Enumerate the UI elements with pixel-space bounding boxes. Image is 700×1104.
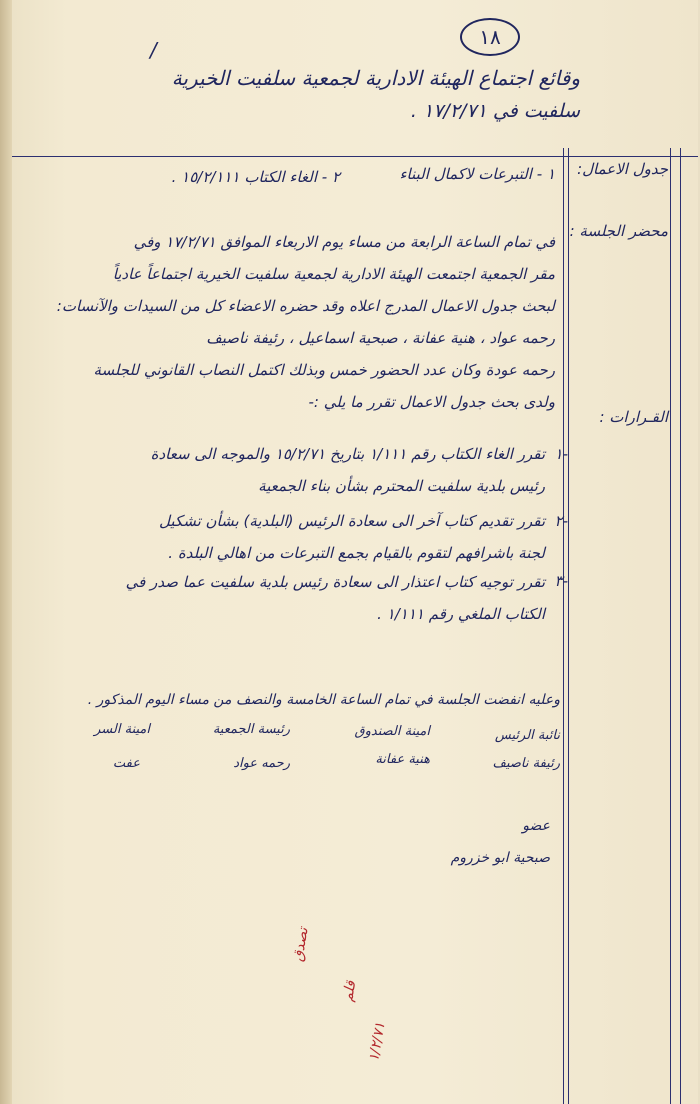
margin-rule-1 [563, 148, 564, 1104]
signature-name: هنية عفانة [375, 752, 430, 767]
agenda-label: جدول الاعمال: [577, 160, 668, 178]
notebook-spine [0, 0, 12, 1104]
decision-1 [40, 438, 545, 502]
decision-number: -٢ [554, 512, 568, 530]
minutes-label: محضر الجلسة : [569, 222, 668, 240]
agenda-item-1: ١ - التبرعات لاكمال البناء [399, 165, 555, 183]
decision-3 [40, 566, 545, 630]
minutes-title: وقائع اجتماع الهيئة الادارية لجمعية سلفيت الخيرية [171, 66, 580, 90]
minutes-line: رحمه عودة وكان عدد الحضور خمس وبذلك اكتمل النصاب القانوني للجلسة [93, 361, 555, 379]
margin-rule-2 [568, 148, 569, 1104]
member-title: عضو [522, 818, 550, 834]
page-number: ١٨ [460, 18, 520, 56]
decision-line: رئيس بلدية سلفيت المحترم بشأن بناء الجمعية [258, 477, 545, 495]
decision-number: -٣ [554, 572, 568, 590]
minutes-line: ولدى بحث جدول الاعمال تقرر ما يلي :- [308, 393, 555, 411]
decision-line: تقرر توجيه كتاب اعتذار الى سعادة رئيس بلدية سلفيت عما صدر في [125, 573, 545, 591]
decision-line: لجنة باشرافهم لتقوم بالقيام بجمع التبرعات من اهالي البلدة . [168, 544, 545, 562]
agenda-item-2: ٢ - الغاء الكتاب ١٥/٢/١١١ . [171, 168, 340, 186]
minutes-line: لبحث جدول الاعمال المدرج اعلاه وقد حضره الاعضاء كل من السيدات والآنسات: [56, 297, 555, 315]
signature-role: نائبة الرئيس [494, 728, 560, 743]
decision-line: تقرر الغاء الكتاب رقم ١/١١١ بتاريخ ١٥/٢/٧١ والموجه الى سعادة [150, 445, 545, 463]
decisions-label: القـرارات : [599, 408, 668, 426]
signature-name: عفت [112, 756, 140, 771]
minutes-body [20, 226, 555, 418]
header-rule [12, 156, 698, 157]
signature-role: امينة الصندوق [354, 724, 430, 739]
red-annotation-line: قلم [340, 979, 360, 1003]
red-annotation-date: ١/٢/٧١ [366, 1021, 389, 1063]
tick-mark: / [150, 38, 157, 62]
margin-rule-4 [680, 148, 681, 1104]
decision-line: تقرر تقديم كتاب آخر الى سعادة الرئيس (البلدية) بشأن تشكيل [159, 512, 545, 530]
minutes-line: في تمام الساعة الرابعة من مساء يوم الاربعاء الموافق ١٧/٢/٧١ وفي [133, 233, 555, 251]
signature-role: امينة السر [94, 722, 150, 737]
signature-name: رحمه عواد [233, 756, 290, 771]
signature-name: رئيفة ناصيف [492, 756, 560, 771]
minutes-line: مقر الجمعية اجتمعت الهيئة الادارية لجمعية سلفيت الخيرية اجتماعاً عادياً [112, 265, 555, 283]
place-date: سلفيت في ١٧/٢/٧١ . [410, 100, 580, 122]
margin-rule-3 [670, 148, 671, 1104]
decision-line: الكتاب الملغي رقم ١/١١١ . [377, 605, 545, 623]
decision-number: -١ [554, 445, 568, 463]
closing-statement: وعليه انفضت الجلسة في تمام الساعة الخامسة والنصف من مساء اليوم المذكور . [87, 692, 560, 708]
signature-role: رئيسة الجمعية [212, 722, 290, 737]
minutes-line: رحمه عواد ، هنية عفانة ، صبحية اسماعيل ، رئيفة ناصيف [206, 329, 555, 347]
decision-2 [40, 505, 545, 569]
red-annotation-line: تصدق [290, 926, 312, 963]
member-name: صبحية ابو خزروم [450, 850, 550, 866]
